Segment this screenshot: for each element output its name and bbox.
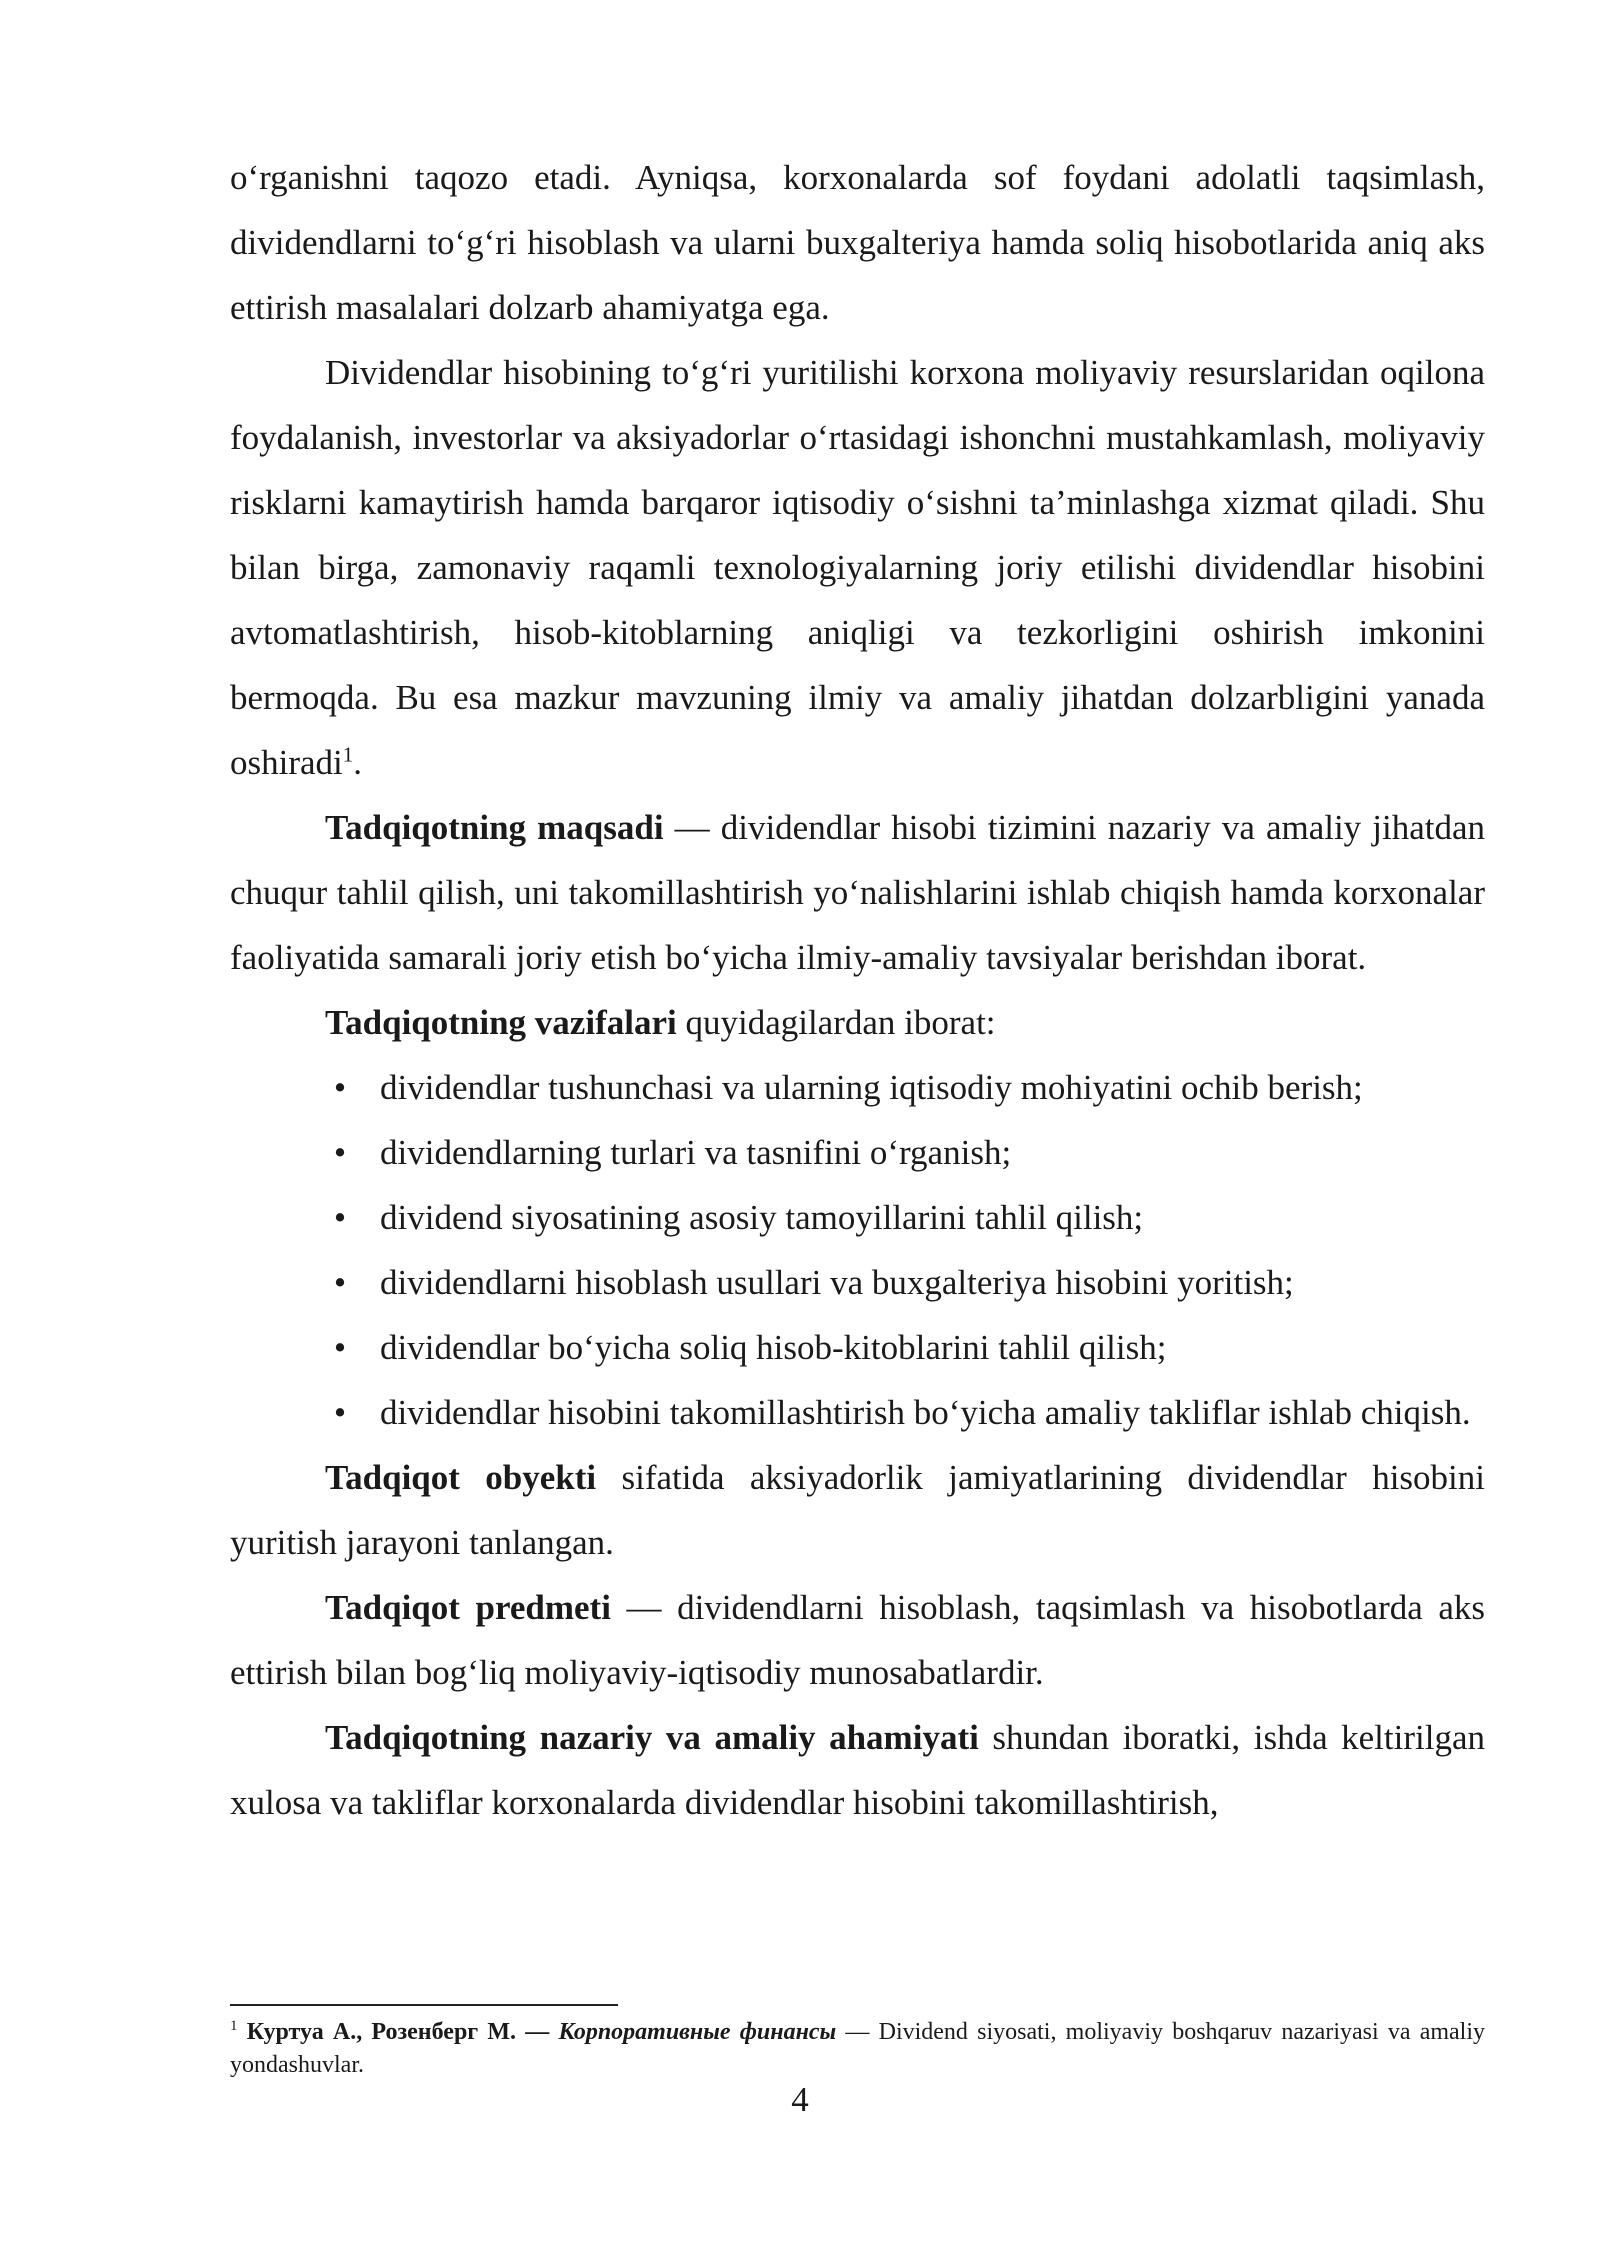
page-number: 4 bbox=[791, 2080, 809, 2119]
subject-heading: Tadqiqot predmeti bbox=[325, 1588, 611, 1627]
list-item bbox=[230, 1185, 1485, 1250]
paragraph-end: . bbox=[353, 743, 363, 782]
significance-heading: Tadqiqotning nazariy va amaliy ahamiyati bbox=[325, 1718, 979, 1757]
list-item bbox=[230, 1315, 1485, 1380]
bullet-icon: • bbox=[333, 1263, 347, 1302]
paragraph-research-tasks bbox=[230, 990, 1485, 1055]
paragraph-text: oʻrganishni taqozo etadi. Ayniqsa, korxonalarda sof foydani adolatli taqsimlash, dividendlarni toʻgʻri hisoblash va ularni buxgalteriya hamda soliq hisobotlarida aniq aks ettirish masalalari dolzarb ahamiyatga ega. bbox=[230, 158, 1485, 327]
bullet-icon: • bbox=[333, 1133, 347, 1172]
list-item-text: dividendlar hisobini takomillashtirish boʻyicha amaliy takliflar ishlab chiqish. bbox=[380, 1393, 1471, 1432]
significance-text: shundan iboratki, ishda keltirilgan xulosa va takliflar korxonalarda dividendlar hisobini takomillashtirish, bbox=[230, 1718, 1485, 1822]
object-text: sifatida aksiyadorlik jamiyatlarining dividendlar hisobini yuritish jarayoni tanlangan. bbox=[230, 1458, 1485, 1562]
tasks-intro-text: quyidagilardan iborat: bbox=[676, 1003, 996, 1042]
paragraph-research-goal bbox=[230, 795, 1485, 990]
list-item bbox=[230, 1055, 1485, 1120]
bullet-icon: • bbox=[333, 1328, 347, 1367]
footnote bbox=[230, 2016, 1485, 2082]
bullet-icon: • bbox=[333, 1068, 347, 1107]
paragraph-research-object bbox=[230, 1445, 1485, 1575]
object-heading: Tadqiqot obyekti bbox=[325, 1458, 597, 1497]
bullet-icon: • bbox=[333, 1198, 347, 1237]
footnote-separator bbox=[230, 2004, 618, 2006]
list-item bbox=[230, 1250, 1485, 1315]
footnote-reference[interactable]: 1 bbox=[342, 742, 354, 767]
subject-text: — dividendlarni hisoblash, taqsimlash va hisobotlarda aks ettirish bilan bogʻliq moliyaviy-iqtisodiy munosabatlardir. bbox=[230, 1588, 1485, 1692]
footnote-authors: Куртуа А., Розенберг М. — bbox=[246, 2019, 550, 2045]
bullet-icon: • bbox=[333, 1393, 347, 1432]
list-item-text: dividendlarni hisoblash usullari va buxgalteriya hisobini yoritish; bbox=[380, 1263, 1294, 1302]
list-item-text: dividend siyosatining asosiy tamoyillarini tahlil qilish; bbox=[380, 1198, 1144, 1237]
footnote-text: — Dividend siyosati, moliyaviy boshqaruv nazariyasi va amaliy yondashuvlar. bbox=[230, 2019, 1486, 2078]
body-text bbox=[230, 145, 1485, 1835]
footnote-mark: 1 bbox=[230, 2018, 238, 2034]
list-item bbox=[230, 1380, 1485, 1445]
footnote-book-title: Корпоративные финансы bbox=[558, 2019, 837, 2045]
tasks-list bbox=[230, 1055, 1485, 1445]
paragraph-research-significance bbox=[230, 1705, 1485, 1835]
paragraph-research-subject bbox=[230, 1575, 1485, 1705]
tasks-heading: Tadqiqotning vazifalari bbox=[325, 1003, 677, 1042]
list-item-text: dividendlarning turlari va tasnifini oʻrganish; bbox=[380, 1133, 1012, 1172]
paragraph-text: Dividendlar hisobining toʻgʻri yuritilishi korxona moliyaviy resurslaridan oqilona foydalanish, investorlar va aksiyadorlar oʻrtasidagi ishonchni mustahkamlash, moliyaviy risklarni kamaytirish hamda barqaror iqtisodiy oʻsishni ta’minlashga xizmat qiladi. Shu bilan birga, zamonaviy raqamli texnologiyalarning joriy etilishi dividendlar hisobini avtomatlashtirish, hisob-kitoblarning aniqligi va tezkorligini oshirish imkonini bermoqda. Bu esa mazkur mavzuning ilmiy va amaliy jihatdan dolzarbligini yanada oshiradi bbox=[230, 353, 1485, 782]
goal-text: — dividendlar hisobi tizimini nazariy va amaliy jihatdan chuqur tahlil qilish, uni takomillashtirish yoʻnalishlarini ishlab chiqish hamda korxonalar faoliyatida samarali joriy etish boʻyicha ilmiy-amaliy tavsiyalar berishdan iborat. bbox=[230, 808, 1485, 977]
list-item-text: dividendlar tushunchasi va ularning iqtisodiy mohiyatini ochib berish; bbox=[380, 1068, 1363, 1107]
paragraph-relevance bbox=[230, 340, 1485, 795]
paragraph-intro-continuation bbox=[230, 145, 1485, 340]
list-item-text: dividendlar boʻyicha soliq hisob-kitoblarini tahlil qilish; bbox=[380, 1328, 1167, 1367]
list-item bbox=[230, 1120, 1485, 1185]
goal-heading: Tadqiqotning maqsadi bbox=[325, 808, 664, 847]
